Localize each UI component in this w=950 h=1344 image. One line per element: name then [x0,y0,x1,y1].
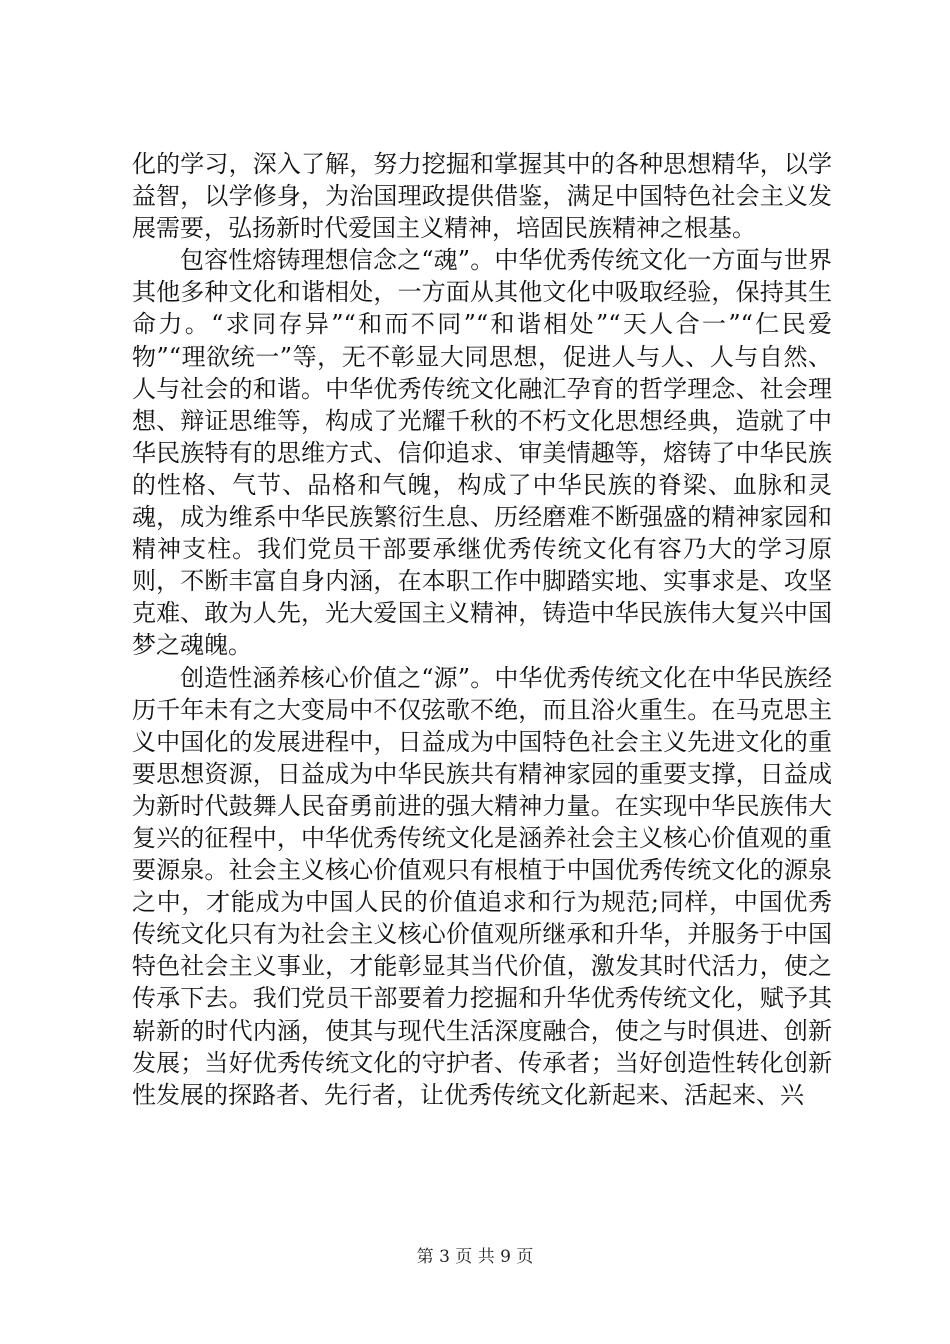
page-number-footer: 第 3 页 共 9 页 [416,1247,534,1267]
paragraph-3: 创造性涵养核心价值之“源”。中华优秀传统文化在中华民族经历千年未有之大变局中不仅弦歌不绝，而且浴火重生。在马克思主义中国化的发展进程中，日益成为中国特色社会主义先进文化的重要思想资源，日益成为中华民族共有精神家园的重要支撑，日益成为新时代鼓舞人民奋勇前进的强大精神力量。在实现中华民族伟大复兴的征程中，中华优秀传统文化是涵养社会主义核心价值观的重要源泉。社会主义核心价值观只有根植于中国优秀传统文化的源泉之中，才能成为中国人民的价值追求和行为规范;同样，中国优秀传统文化只有为社会主义核心价值观所继承和升华，并服务于中国特色社会主义事业，才能彰显其当代价值，激发其时代活力，使之传承下去。我们党员干部要着力挖掘和升华优秀传统文化，赋予其崭新的时代内涵，使其与现代生活深度融合，使之与时俱进、创新发展；当好优秀传统文化的守护者、传承者；当好创造性转化创新性发展的探路者、先行者，让优秀传统文化新起来、活起来、兴 [132,663,832,1109]
paragraph-2: 包容性熔铸理想信念之“魂”。中华优秀传统文化一方面与世界其他多种文化和谐相处，一方面从其他文化中吸取经验，保持其生命力。“求同存异”“和而不同”“和谐相处”“天人合一”“仁民爱物”“理欲统一”等，无不彰显大同思想，促进人与人、人与自然、人与社会的和谐。中华优秀传统文化融汇孕育的哲学理念、社会理想、辩证思维等，构成了光耀千秋的不朽文化思想经典，造就了中华民族特有的思维方式、信仰追求、审美情趣等，熔铸了中华民族的性格、气节、品格和气魄，构成了中华民族的脊梁、血脉和灵魂，成为维系中华民族繁衍生息、历经磨难不断强盛的精神家园和精神支柱。我们党员干部要承继优秀传统文化有容乃大的学习原则，不断丰富自身内涵，在本职工作中脚踏实地、实事求是、攻坚克难、敢为人先，光大爱国主义精神，铸造中华民族伟大复兴中国梦之魂魄。 [132,246,832,660]
paragraph-1: 化的学习，深入了解，努力挖掘和掌握其中的各种思想精华，以学益智，以学修身，为治国理政提供借鉴，满足中国特色社会主义发展需要，弘扬新时代爱国主义精神，培固民族精神之根基。 [132,150,832,243]
document-body [132,148,832,1111]
